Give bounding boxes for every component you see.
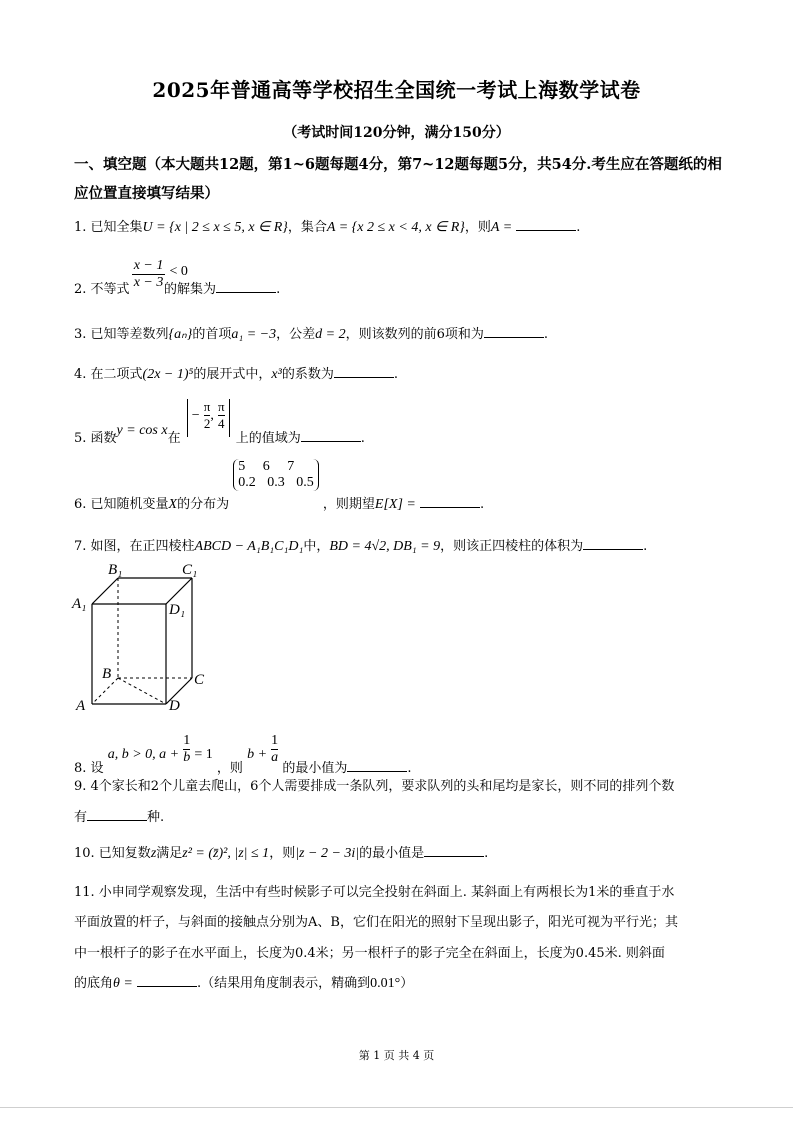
answer-blank[interactable] [334,365,394,378]
question-9-line2: 有 种. [74,810,165,825]
page-divider [0,1107,793,1108]
page-title: 2025年普通高等学校招生全国统一考试上海数学试卷 [152,78,641,102]
section-heading: 一、填空题（本大题共12题，第1~6题每题4分，第7~12题每题5分，共54分.考生应在答题纸的相应位置直接填写结果） [74,156,722,202]
label-d1: D₁ [169,602,186,618]
question-11-line4: 的底角θ = .（结果用角度制表示，精确到0.01°） [74,976,414,991]
question-4: 4. 在二项式(2x − 1)⁵的展开式中，x³的系数为 . [74,367,398,382]
label-a: A [76,698,86,714]
prism-figure [70,558,220,718]
answer-blank[interactable] [424,844,484,857]
question-9: 9. 4个家长和2个儿童去爬山，6个人需要排成一条队列，要求队列的头和尾均是家长，则不同的排列个数 [74,779,675,794]
label-b: B [102,666,112,682]
question-1: 1. 已知全集U = {x | 2 ≤ x ≤ 5, x ∈ R}，集合A = {x 2 ≤ x < 4, x ∈ R}，则A = . [74,220,581,235]
question-11-line2: 平面放置的杆子，与斜面的接触点分别为A、B，它们在阳光的照射下呈现出影子，阳光可视为平行光；其 [74,915,678,930]
exam-info: （考试时间120分钟，满分150分） [283,125,510,141]
question-3: 3. 已知等差数列{aₙ}的首项a₁ = −3，公差d = 2，则该数列的前6项和为 . [74,327,548,342]
answer-blank[interactable] [484,325,544,338]
label-c: C [194,672,205,688]
question-11: 11. 小申同学观察发现，生活中有些时候影子可以完全投射在斜面上. 某斜面上有两根长为1米的垂直于水 [74,885,675,900]
question-8: 8. 设 a, b > 0, a + $\frac{1}{b}$ = 1 ，则 b + $\frac{1}{a}$ 的最小值为 . [74,733,412,776]
question-11-line3: 中一根杆子的影子在水平面上，长度为0.4米；另一根杆子的影子完全在斜面上，长度为0.45米. 则斜面 [74,946,665,961]
label-a1: A₁ [72,596,87,612]
page-footer: 第 1 页 共 4 页 [358,1049,435,1062]
answer-blank[interactable] [216,280,276,293]
answer-blank[interactable] [516,218,576,231]
question-5: 5. 函数y = cos x在 − $\frac{\pi}{2}$ , $\frac{\pi}{4}$ 上的值域为 . [74,399,365,446]
question-10: 10. 已知复数z满足z² = (z̄)², |z| ≤ 1，则|z − 2 − 3i|的最小值是 . [74,846,489,861]
answer-blank[interactable] [420,495,480,508]
answer-blank[interactable] [347,759,407,772]
answer-blank[interactable] [583,537,643,550]
diagonal-bd [118,678,166,704]
label-d: D [169,698,180,714]
answer-blank[interactable] [137,974,197,987]
question-2: 2. 不等式 $\frac{x - 1}{x - 3}$ < 0 的解集为 . [74,258,281,297]
answer-blank[interactable] [301,429,361,442]
label-c1: C₁ [182,562,198,578]
edge [166,578,192,604]
label-b1: B₁ [108,562,123,578]
question-6: 6. 已知随机变量X的分布为 5 6 7 0.2 0.3 0.5 ，则期望E[X] = . [74,459,485,512]
edge [92,578,118,604]
question-7: 7. 如图，在正四棱柱ABCD − A₁B₁C₁D₁中，BD = 4√2, DB₁ = 9，则该正四棱柱的体积为 . [74,539,648,554]
answer-blank[interactable] [87,808,147,821]
